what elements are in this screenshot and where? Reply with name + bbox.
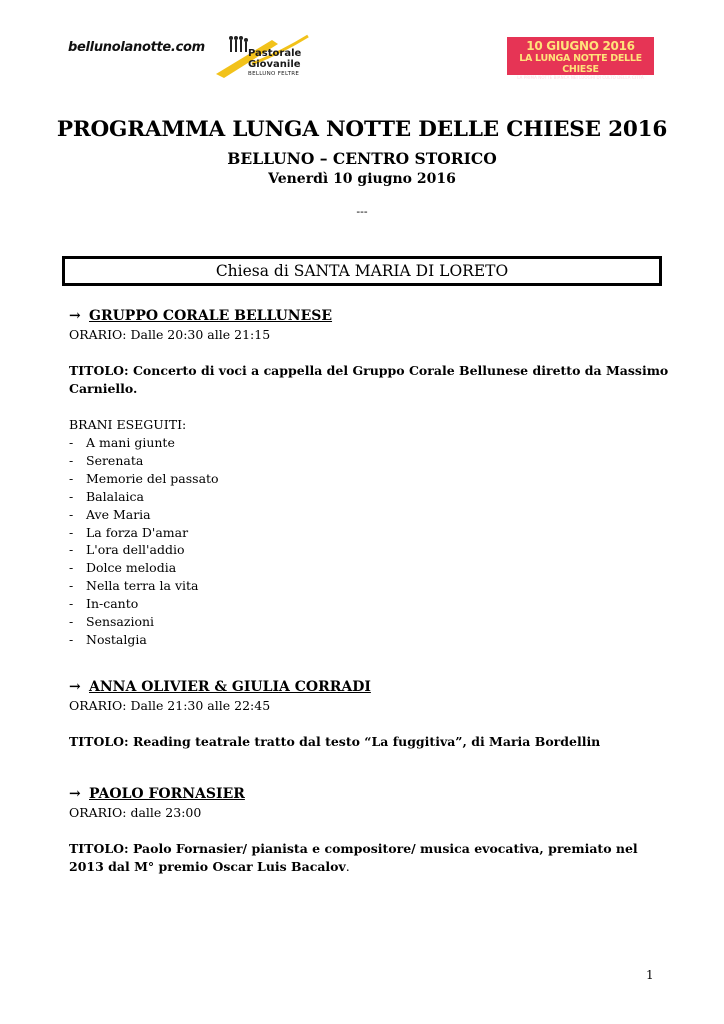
list-dash: - (69, 542, 74, 558)
pastorale-logo-line3: BELLUNO FELTRE (248, 71, 300, 77)
list-item (69, 434, 669, 452)
song-title: Nostalgia (86, 631, 147, 647)
list-dash: - (69, 578, 74, 594)
schedule-time: ORARIO: Dalle 21:30 alle 22:45 (69, 698, 271, 713)
list-dash: - (69, 560, 74, 576)
performance-title: TITOLO: Reading teatrale tratto dal testo “La fuggitiva”, di Maria Bordellin (69, 734, 601, 749)
song-title: Balalaica (86, 488, 144, 504)
list-dash: - (69, 614, 74, 630)
schedule-time: ORARIO: Dalle 20:30 alle 21:15 (69, 327, 271, 342)
list-item (69, 595, 669, 613)
list-dash: - (69, 435, 74, 450)
song-title: Nella terra la vita (86, 578, 199, 594)
song-title: Ave Maria (86, 506, 151, 522)
page-title: PROGRAMMA LUNGA NOTTE DELLE CHIESE 2016 (56, 117, 668, 142)
song-title: Dolce melodia (86, 560, 177, 576)
performance-title-line2-wrap (69, 858, 669, 876)
arrow-right-icon: → (69, 679, 81, 695)
arrow-right-icon: → (69, 308, 81, 324)
list-item (69, 470, 669, 488)
song-title: Sensazioni (86, 614, 155, 630)
performer-name: ANNA OLIVIER & GIULIA CORRADI (89, 679, 371, 695)
song-title: In-canto (86, 596, 139, 612)
performance-title-end: . (345, 859, 350, 874)
list-item (69, 613, 669, 631)
list-item (69, 631, 669, 649)
song-title: Memorie del passato (86, 470, 219, 486)
list-dash: - (69, 506, 74, 522)
song-title: L'ora dell'addio (86, 542, 185, 558)
songs-list (69, 434, 669, 649)
performance-title-line2: 2013 dal M° premio Oscar Luis Bacalov (69, 859, 346, 874)
section-heading (69, 784, 669, 804)
schedule-time: ORARIO: dalle 23:00 (69, 805, 202, 820)
performance-title-line1: TITOLO: Concerto di voci a cappella del Gruppo Corale Bellunese diretto da Massimo (69, 363, 669, 378)
performer-name: PAOLO FORNASIER (89, 786, 245, 802)
arrow-right-icon: → (69, 786, 81, 802)
event-banner-date: 10 GIUGNO 2016 (526, 39, 635, 53)
pastorale-logo-line1: Pastorale (248, 48, 302, 59)
list-item (69, 488, 669, 506)
performance-title (69, 840, 669, 876)
list-item (69, 452, 669, 470)
list-dash: - (69, 631, 74, 647)
program-section-3 (69, 784, 669, 876)
event-banner-title: LA LUNGA NOTTE DELLE CHIESE (519, 53, 642, 75)
performance-title (69, 362, 669, 398)
pastorale-logo-text (248, 48, 301, 78)
page-subtitle: BELLUNO – CENTRO STORICO (227, 149, 497, 168)
list-dash: - (69, 596, 74, 612)
program-section-2 (69, 677, 669, 751)
performance-title-line1: TITOLO: Paolo Fornasier/ pianista e compositore/ musica evocativa, premiato nel (69, 841, 638, 856)
event-date: Venerdì 10 giugno 2016 (268, 171, 456, 187)
section-heading (69, 677, 669, 697)
list-item (69, 559, 669, 577)
list-dash: - (69, 452, 74, 468)
performance-title-line2: Carniello. (69, 381, 138, 396)
list-item (69, 577, 669, 595)
page-number: 1 (646, 968, 654, 982)
section-heading (69, 306, 669, 326)
song-title: A mani giunte (86, 435, 175, 450)
list-item (69, 541, 669, 559)
song-title: La forza D'amar (86, 524, 189, 540)
songs-label: BRANI ESEGUITI: (69, 417, 187, 432)
pastorale-logo-line2: Giovanile (248, 59, 301, 70)
list-item (69, 524, 669, 542)
church-heading: Chiesa di SANTA MARIA DI LORETO (62, 256, 662, 286)
list-dash: - (69, 524, 74, 540)
list-dash: - (69, 470, 74, 486)
site-logo: bellunolanotte.com (68, 40, 205, 55)
program-section-1 (69, 306, 669, 649)
list-dash: - (69, 488, 74, 504)
pastorale-giovanile-logo (212, 34, 312, 82)
song-title: Serenata (86, 452, 144, 468)
event-banner-tagline: LA PRIMA NOTTE BIANCA NEI LUOGHI DI CULTO DELLA CITTÀ (517, 75, 644, 80)
performer-name: GRUPPO CORALE BELLUNESE (89, 308, 333, 324)
list-item (69, 506, 669, 524)
event-banner (507, 37, 654, 80)
separator: --- (356, 205, 368, 218)
